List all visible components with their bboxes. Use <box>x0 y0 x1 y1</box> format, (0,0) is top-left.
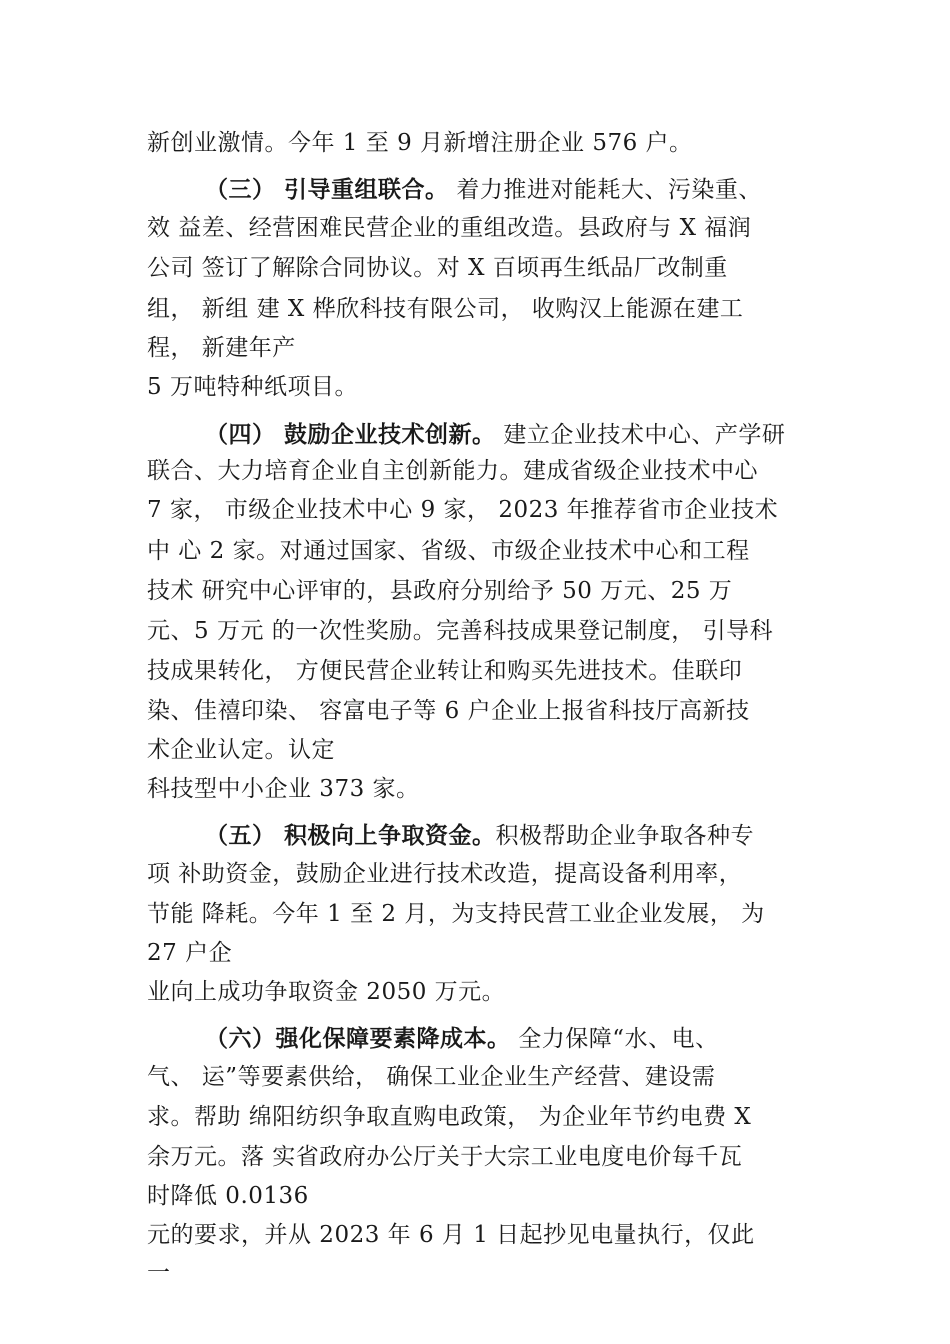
text-line: 气、 运”等要素供给， 确保工业企业生产经营、建设需 <box>147 1064 716 1090</box>
text-line: 业向上成功争取资金 2050 万元。 <box>147 979 506 1005</box>
section-6-heading-line: （六）强化保障要素降成本。 全力保障“水、电、 <box>205 1025 719 1052</box>
text-line: 科技型中小企业 373 家。 <box>147 776 420 802</box>
text-line: 节能 降耗。今年 1 至 2 月，为支持民营工业企业发展， 为 <box>147 901 765 927</box>
text-line: 技术 研究中心评审的，县政府分别给予 50 万元、25 万 <box>147 578 733 604</box>
section-heading: （四） 鼓励企业技术创新。 <box>205 421 496 448</box>
text-line: 元的要求，并从 2023 年 6 月 1 日起抄见电量执行，仅此 <box>147 1222 755 1248</box>
text-line: 效 益差、经营困难民营企业的重组改造。县政府与 X 福润 <box>147 215 752 241</box>
text-line: 新创业激情。今年 1 至 9 月新增注册企业 576 户。 <box>147 130 693 156</box>
text-line: 项 补助资金，鼓励企业进行技术改造，提高设备利用率， <box>147 861 743 887</box>
section-4-heading-line: （四） 鼓励企业技术创新。 建立企业技术中心、产学研 <box>205 421 786 448</box>
text-line: 余万元。落 实省政府办公厅关于大宗工业电度电价每千瓦 <box>147 1144 743 1170</box>
section-heading: （六）强化保障要素降成本。 <box>205 1025 511 1052</box>
text-line: 染、佳禧印染、 容富电子等 6 户企业上报省科技厅高新技 <box>147 698 750 724</box>
text-line: 元、5 万元 的一次性奖励。完善科技成果登记制度， 引导科 <box>147 618 774 644</box>
text-line: 5 万吨特种纸项目。 <box>147 374 358 400</box>
text-line: 时降低 0.0136 <box>147 1183 309 1209</box>
text-line: 中 心 2 家。对通过国家、省级、市级企业技术中心和工程 <box>147 538 750 564</box>
text-line: 组， 新组 建 X 桦欣科技有限公司， 收购汉上能源在建工 <box>147 296 744 322</box>
text-line: 27 户企 <box>147 940 233 966</box>
text-line: 求。帮助 绵阳纺织争取直购电政策， 为企业年节约电费 X <box>147 1104 752 1130</box>
text-line: 术企业认定。认定 <box>147 737 335 763</box>
text-line: 一 <box>147 1260 171 1286</box>
text-line: 技成果转化， 方便民营企业转让和购买先进技术。佳联印 <box>147 658 743 684</box>
text-line: 公司 签订了解除合同协议。对 X 百顷再生纸品厂改制重 <box>147 255 728 281</box>
section-3-heading-line: （三） 引导重组联合。 着力推进对能耗大、污染重、 <box>205 176 762 203</box>
section-heading: （五） 积极向上争取资金。 <box>205 822 496 849</box>
section-5-heading-line: （五） 积极向上争取资金。积极帮助企业争取各种专 <box>205 822 755 849</box>
section-heading: （三） 引导重组联合。 <box>205 176 449 203</box>
text-line: 程， 新建年产 <box>147 335 296 361</box>
text-line: 7 家， 市级企业技术中心 9 家， 2023 年推荐省市企业技术 <box>147 497 779 523</box>
text-line: 联合、大力培育企业自主创新能力。建成省级企业技术中心 <box>147 458 758 484</box>
